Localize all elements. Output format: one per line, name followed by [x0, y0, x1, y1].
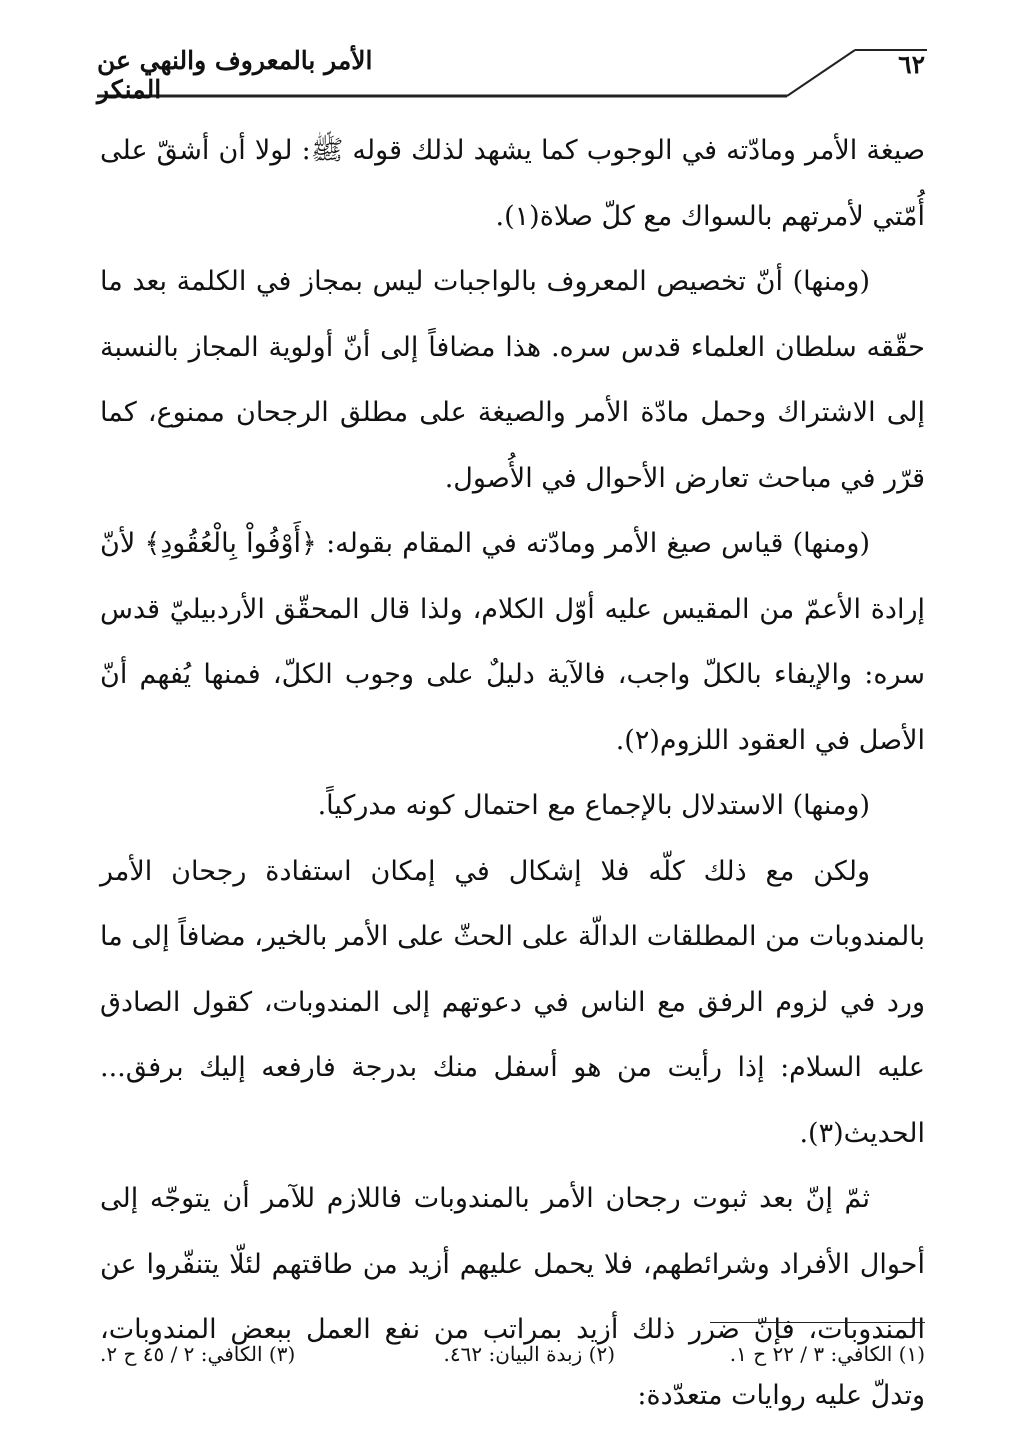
footnote-divider [710, 1322, 925, 1323]
paragraph: (ومنها) الاستدلال بالإجماع مع احتمال كونه مدركياً. [317, 790, 870, 821]
paragraph: صيغة الأمر ومادّته في الوجوب كما يشهد لذلك قوله ﷺ: لولا أن أشقّ على أُمّتي لأمرتهم بالسواك مع كلّ صلاة(١). [100, 135, 925, 232]
page-header [97, 40, 927, 102]
footnote-3: (٣) الكافي: ٢ / ٤٥ ح ٢. [100, 1342, 296, 1366]
paragraph: ثمّ إنّ بعد ثبوت رجحان الأمر بالمندوبات فاللازم للآمر أن يتوجّه إلى أحوال الأفراد وشرائطهم، فلا يحمل عليهم أزيد من طاقتهم لئلّا يتنفّروا عن المندوبات، فإنّ ضرر ذلك أزيد بمراتب من نفع العمل ببعض المندوبات، وتدلّ عليه روايات متعدّدة: [100, 1183, 925, 1411]
body-text [100, 118, 925, 1428]
running-head-title: الأمر بالمعروف والنهي عن المنكر [97, 46, 373, 104]
footnote-2: (٢) زبدة البيان: ٤٦٢. [443, 1342, 615, 1366]
paragraph: (ومنها) قياس صيغ الأمر ومادّته في المقام بقوله: ﴿أَوْفُواْ بِالْعُقُودِ﴾ لأنّ إرادة الأعمّ من المقيس عليه أوّل الكلام، ولذا قال المحقّق الأردبيليّ قدس سره: والإيفاء بالكلّ واجب، فالآية دليلٌ على وجوب الكلّ، فمنها يُفهم أنّ الأصل في العقود اللزوم(٢). [100, 528, 925, 756]
page-number: ٦٢ [898, 50, 925, 79]
footnotes [100, 1342, 925, 1378]
paragraph: ولكن مع ذلك كلّه فلا إشكال في إمكان استفادة رجحان الأمر بالمندوبات من المطلقات الدالّة على الحثّ على الأمر بالخير، مضافاً إلى ما ورد في لزوم الرفق مع الناس في دعوتهم إلى المندوبات، كقول الصادق عليه السلام: إذا رأيت من هو أسفل منك بدرجة فارفعه إليك برفق... الحديث(٣). [100, 855, 925, 1149]
paragraph: (ومنها) أنّ تخصيص المعروف بالواجبات ليس بمجاز في الكلمة بعد ما حقّقه سلطان العلماء قدس سره. هذا مضافاً إلى أنّ أولوية المجاز بالنسبة إلى الاشتراك وحمل مادّة الأمر والصيغة على مطلق الرجحان ممنوع، كما قرّر في مباحث تعارض الأحوال في الأُصول. [100, 266, 925, 494]
footnote-1: (١) الكافي: ٣ / ٢٢ ح ١. [729, 1342, 925, 1366]
